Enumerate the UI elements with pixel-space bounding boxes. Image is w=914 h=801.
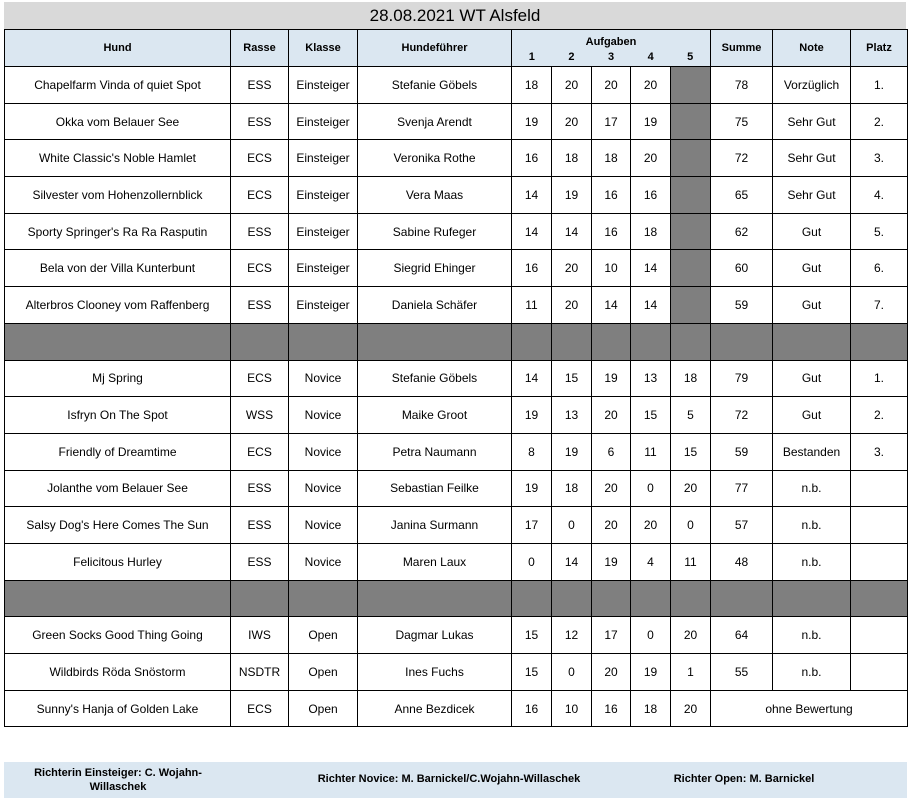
- cell-hundefuehrer: Daniela Schäfer: [358, 287, 512, 324]
- cell-platz: [851, 543, 908, 580]
- cell-note: n.b.: [773, 654, 851, 691]
- cell-hundefuehrer: Sebastian Feilke: [358, 470, 512, 507]
- header-note: Note: [773, 30, 851, 67]
- cell-platz: 3.: [851, 433, 908, 470]
- cell-rasse: ESS: [231, 543, 289, 580]
- page-title: 28.08.2021 WT Alsfeld: [4, 2, 906, 29]
- cell-rasse: IWS: [231, 617, 289, 654]
- cell-aufgabe-5: 18: [671, 360, 711, 397]
- cell-aufgabe-2: 13: [552, 397, 592, 434]
- cell-aufgabe-1: 14: [512, 177, 552, 214]
- aufgabe-number: 3: [607, 50, 615, 63]
- cell-rasse: ECS: [231, 140, 289, 177]
- cell-klasse: Novice: [289, 470, 358, 507]
- separator-cell: [711, 323, 773, 360]
- cell-aufgabe-2: 19: [552, 177, 592, 214]
- aufgaben-numbers: [512, 51, 710, 63]
- cell-aufgabe-1: 19: [512, 103, 552, 140]
- cell-hundefuehrer: Vera Maas: [358, 177, 512, 214]
- separator-cell: [231, 323, 289, 360]
- cell-platz: [851, 470, 908, 507]
- cell-aufgabe-2: 18: [552, 470, 592, 507]
- cell-platz: 6.: [851, 250, 908, 287]
- cell-rasse: ESS: [231, 287, 289, 324]
- separator-cell: [289, 580, 358, 617]
- cell-aufgabe-4: 15: [631, 397, 671, 434]
- cell-aufgabe-4: 14: [631, 250, 671, 287]
- cell-aufgabe-3: 19: [592, 543, 631, 580]
- cell-hundefuehrer: Svenja Arendt: [358, 103, 512, 140]
- cell-note: n.b.: [773, 543, 851, 580]
- separator-cell: [851, 580, 908, 617]
- cell-aufgabe-2: 14: [552, 213, 592, 250]
- cell-aufgabe-2: 0: [552, 507, 592, 544]
- cell-aufgabe-1: 18: [512, 67, 552, 104]
- cell-aufgabe-3: 10: [592, 250, 631, 287]
- cell-aufgabe-3: 19: [592, 360, 631, 397]
- cell-aufgabe-4: 0: [631, 470, 671, 507]
- cell-aufgabe-2: 19: [552, 433, 592, 470]
- cell-rasse: NSDTR: [231, 654, 289, 691]
- cell-aufgabe-4: 4: [631, 543, 671, 580]
- cell-aufgabe-1: 16: [512, 250, 552, 287]
- cell-aufgabe-2: 15: [552, 360, 592, 397]
- cell-klasse: Einsteiger: [289, 213, 358, 250]
- cell-hund: Isfryn On The Spot: [5, 397, 231, 434]
- aufgabe-number: 1: [528, 50, 535, 63]
- cell-note: Sehr Gut: [773, 103, 851, 140]
- cell-summe: 62: [711, 213, 773, 250]
- cell-aufgabe-4: 20: [631, 140, 671, 177]
- cell-klasse: Novice: [289, 543, 358, 580]
- cell-aufgabe-3: 20: [592, 470, 631, 507]
- cell-hundefuehrer: Maike Groot: [358, 397, 512, 434]
- separator-cell: [631, 323, 671, 360]
- cell-note: Gut: [773, 287, 851, 324]
- cell-aufgabe-2: 10: [552, 690, 592, 727]
- cell-rasse: ECS: [231, 250, 289, 287]
- cell-aufgabe-5: [671, 140, 711, 177]
- cell-aufgabe-1: 8: [512, 433, 552, 470]
- header-hund: Hund: [5, 30, 231, 67]
- cell-aufgabe-3: 20: [592, 67, 631, 104]
- cell-aufgabe-4: 18: [631, 213, 671, 250]
- cell-platz: 4.: [851, 177, 908, 214]
- cell-aufgabe-1: 15: [512, 617, 552, 654]
- cell-note: Sehr Gut: [773, 140, 851, 177]
- table-row: [5, 617, 908, 654]
- cell-rasse: ESS: [231, 103, 289, 140]
- cell-aufgabe-5: 0: [671, 507, 711, 544]
- cell-hund: Bela von der Villa Kunterbunt: [5, 250, 231, 287]
- group-separator-row: [5, 580, 908, 617]
- cell-hund: Sunny's Hanja of Golden Lake: [5, 690, 231, 727]
- cell-hund: White Classic's Noble Hamlet: [5, 140, 231, 177]
- cell-aufgabe-3: 20: [592, 654, 631, 691]
- aufgabe-number: 5: [687, 50, 694, 63]
- cell-hund: Chapelfarm Vinda of quiet Spot: [5, 67, 231, 104]
- separator-cell: [773, 580, 851, 617]
- cell-aufgabe-3: 17: [592, 103, 631, 140]
- cell-summe: 78: [711, 67, 773, 104]
- cell-aufgabe-3: 6: [592, 433, 631, 470]
- cell-summe: 72: [711, 397, 773, 434]
- cell-rasse: WSS: [231, 397, 289, 434]
- cell-rasse: ESS: [231, 470, 289, 507]
- cell-klasse: Einsteiger: [289, 287, 358, 324]
- cell-aufgabe-1: 14: [512, 360, 552, 397]
- cell-klasse: Novice: [289, 507, 358, 544]
- cell-aufgabe-5: [671, 287, 711, 324]
- judge-open: Richter Open: M. Barnickel: [673, 773, 815, 785]
- cell-aufgabe-4: 11: [631, 433, 671, 470]
- separator-cell: [671, 323, 711, 360]
- cell-aufgabe-2: 0: [552, 654, 592, 691]
- cell-aufgabe-3: 20: [592, 507, 631, 544]
- cell-aufgabe-4: 20: [631, 507, 671, 544]
- separator-cell: [631, 580, 671, 617]
- cell-rasse: ECS: [231, 433, 289, 470]
- cell-platz: [851, 617, 908, 654]
- cell-hund: Friendly of Dreamtime: [5, 433, 231, 470]
- separator-cell: [289, 323, 358, 360]
- header-rasse: Rasse: [231, 30, 289, 67]
- cell-hund: Felicitous Hurley: [5, 543, 231, 580]
- table-row: [5, 213, 908, 250]
- separator-cell: [711, 580, 773, 617]
- cell-aufgabe-1: 0: [512, 543, 552, 580]
- cell-rasse: ESS: [231, 213, 289, 250]
- cell-summe: 65: [711, 177, 773, 214]
- cell-aufgabe-5: 20: [671, 690, 711, 727]
- cell-platz: [851, 507, 908, 544]
- separator-cell: [592, 323, 631, 360]
- separator-cell: [552, 323, 592, 360]
- cell-rasse: ECS: [231, 177, 289, 214]
- cell-aufgabe-2: 14: [552, 543, 592, 580]
- cell-klasse: Novice: [289, 397, 358, 434]
- cell-klasse: Open: [289, 654, 358, 691]
- cell-hundefuehrer: Sabine Rufeger: [358, 213, 512, 250]
- cell-aufgabe-5: 15: [671, 433, 711, 470]
- cell-hund: Wildbirds Röda Snöstorm: [5, 654, 231, 691]
- cell-aufgabe-3: 16: [592, 690, 631, 727]
- cell-klasse: Einsteiger: [289, 250, 358, 287]
- results-table: [4, 29, 908, 727]
- cell-aufgabe-3: 14: [592, 287, 631, 324]
- separator-cell: [5, 323, 231, 360]
- cell-aufgabe-2: 20: [552, 250, 592, 287]
- cell-aufgabe-3: 16: [592, 213, 631, 250]
- table-row: [5, 177, 908, 214]
- cell-note: Gut: [773, 213, 851, 250]
- table-row: [5, 507, 908, 544]
- cell-note: n.b.: [773, 470, 851, 507]
- cell-klasse: Novice: [289, 360, 358, 397]
- judge-einsteiger: Richterin Einsteiger: C. Wojahn-Willaschek: [34, 767, 202, 793]
- cell-summe: 64: [711, 617, 773, 654]
- table-row: [5, 360, 908, 397]
- separator-cell: [358, 323, 512, 360]
- cell-summe: 75: [711, 103, 773, 140]
- cell-aufgabe-4: 19: [631, 103, 671, 140]
- cell-platz: 7.: [851, 287, 908, 324]
- table-row: [5, 67, 908, 104]
- judges-footer: [4, 762, 907, 798]
- cell-aufgabe-3: 16: [592, 177, 631, 214]
- cell-klasse: Einsteiger: [289, 140, 358, 177]
- table-row: [5, 654, 908, 691]
- separator-cell: [773, 323, 851, 360]
- separator-cell: [592, 580, 631, 617]
- table-row: [5, 470, 908, 507]
- cell-note: Gut: [773, 360, 851, 397]
- cell-rasse: ECS: [231, 360, 289, 397]
- cell-aufgabe-3: 18: [592, 140, 631, 177]
- cell-platz: 1.: [851, 67, 908, 104]
- aufgaben-label: Aufgaben: [585, 35, 637, 48]
- cell-platz: [851, 654, 908, 691]
- separator-cell: [512, 323, 552, 360]
- cell-hundefuehrer: Petra Naumann: [358, 433, 512, 470]
- cell-hundefuehrer: Stefanie Göbels: [358, 67, 512, 104]
- cell-aufgabe-5: 20: [671, 470, 711, 507]
- cell-note: Vorzüglich: [773, 67, 851, 104]
- cell-hundefuehrer: Janina Surmann: [358, 507, 512, 544]
- cell-note: Sehr Gut: [773, 177, 851, 214]
- table-row: [5, 287, 908, 324]
- cell-summe: 57: [711, 507, 773, 544]
- cell-hund: Okka vom Belauer See: [5, 103, 231, 140]
- cell-aufgabe-5: 11: [671, 543, 711, 580]
- cell-klasse: Einsteiger: [289, 103, 358, 140]
- cell-aufgabe-5: 1: [671, 654, 711, 691]
- cell-platz: 2.: [851, 103, 908, 140]
- header-klasse: Klasse: [289, 30, 358, 67]
- cell-summe: 48: [711, 543, 773, 580]
- cell-aufgabe-3: 17: [592, 617, 631, 654]
- header-aufgaben: [512, 30, 711, 67]
- cell-hundefuehrer: Ines Fuchs: [358, 654, 512, 691]
- aufgabe-number: 2: [568, 50, 575, 63]
- group-separator-row: [5, 323, 908, 360]
- cell-klasse: Einsteiger: [289, 67, 358, 104]
- cell-hundefuehrer: Veronika Rothe: [358, 140, 512, 177]
- cell-hundefuehrer: Dagmar Lukas: [358, 617, 512, 654]
- cell-aufgabe-3: 20: [592, 397, 631, 434]
- cell-aufgabe-5: [671, 177, 711, 214]
- cell-aufgabe-1: 17: [512, 507, 552, 544]
- cell-hundefuehrer: Siegrid Ehinger: [358, 250, 512, 287]
- cell-hund: Silvester vom Hohenzollernblick: [5, 177, 231, 214]
- cell-note: Gut: [773, 250, 851, 287]
- cell-aufgabe-1: 19: [512, 397, 552, 434]
- cell-hund: Mj Spring: [5, 360, 231, 397]
- cell-klasse: Open: [289, 617, 358, 654]
- separator-cell: [231, 580, 289, 617]
- cell-hund: Green Socks Good Thing Going: [5, 617, 231, 654]
- cell-aufgabe-2: 20: [552, 103, 592, 140]
- cell-aufgabe-1: 14: [512, 213, 552, 250]
- header-hundefuehrer: Hundeführer: [358, 30, 512, 67]
- cell-summe: 59: [711, 433, 773, 470]
- table-row: [5, 140, 908, 177]
- cell-aufgabe-5: [671, 103, 711, 140]
- cell-platz: 5.: [851, 213, 908, 250]
- cell-note: n.b.: [773, 507, 851, 544]
- header-row: [5, 30, 908, 67]
- cell-aufgabe-4: 18: [631, 690, 671, 727]
- cell-summe: 72: [711, 140, 773, 177]
- cell-aufgabe-1: 16: [512, 690, 552, 727]
- table-row: [5, 690, 908, 727]
- cell-klasse: Novice: [289, 433, 358, 470]
- header-summe: Summe: [711, 30, 773, 67]
- separator-cell: [358, 580, 512, 617]
- cell-rasse: ESS: [231, 67, 289, 104]
- cell-platz: 1.: [851, 360, 908, 397]
- cell-aufgabe-5: 20: [671, 617, 711, 654]
- cell-aufgabe-2: 12: [552, 617, 592, 654]
- cell-summe: 60: [711, 250, 773, 287]
- cell-hund: Sporty Springer's Ra Ra Rasputin: [5, 213, 231, 250]
- cell-hundefuehrer: Maren Laux: [358, 543, 512, 580]
- cell-hundefuehrer: Anne Bezdicek: [358, 690, 512, 727]
- cell-aufgabe-4: 14: [631, 287, 671, 324]
- results-body: [5, 67, 908, 727]
- cell-aufgabe-5: 5: [671, 397, 711, 434]
- table-row: [5, 543, 908, 580]
- header-platz: Platz: [851, 30, 908, 67]
- cell-summe: 77: [711, 470, 773, 507]
- cell-summe: 79: [711, 360, 773, 397]
- cell-klasse: Open: [289, 690, 358, 727]
- cell-platz: 3.: [851, 140, 908, 177]
- cell-summe: 55: [711, 654, 773, 691]
- separator-cell: [851, 323, 908, 360]
- separator-cell: [512, 580, 552, 617]
- cell-platz: 2.: [851, 397, 908, 434]
- table-row: [5, 103, 908, 140]
- cell-aufgabe-2: 18: [552, 140, 592, 177]
- cell-rasse: ECS: [231, 690, 289, 727]
- cell-aufgabe-1: 19: [512, 470, 552, 507]
- cell-note: ohne Bewertung: [711, 690, 908, 727]
- cell-aufgabe-4: 0: [631, 617, 671, 654]
- cell-klasse: Einsteiger: [289, 177, 358, 214]
- cell-note: Gut: [773, 397, 851, 434]
- cell-aufgabe-4: 16: [631, 177, 671, 214]
- table-row: [5, 433, 908, 470]
- cell-aufgabe-5: [671, 67, 711, 104]
- cell-rasse: ESS: [231, 507, 289, 544]
- cell-aufgabe-1: 16: [512, 140, 552, 177]
- aufgabe-number: 4: [647, 50, 654, 63]
- cell-aufgabe-1: 15: [512, 654, 552, 691]
- cell-note: Bestanden: [773, 433, 851, 470]
- table-row: [5, 397, 908, 434]
- cell-aufgabe-4: 20: [631, 67, 671, 104]
- separator-cell: [552, 580, 592, 617]
- cell-aufgabe-4: 13: [631, 360, 671, 397]
- cell-hundefuehrer: Stefanie Göbels: [358, 360, 512, 397]
- separator-cell: [5, 580, 231, 617]
- cell-note: n.b.: [773, 617, 851, 654]
- cell-aufgabe-1: 11: [512, 287, 552, 324]
- table-row: [5, 250, 908, 287]
- separator-cell: [671, 580, 711, 617]
- cell-hund: Alterbros Clooney vom Raffenberg: [5, 287, 231, 324]
- cell-aufgabe-5: [671, 250, 711, 287]
- judge-novice: Richter Novice: M. Barnickel/C.Wojahn-Willaschek: [317, 773, 581, 785]
- cell-hund: Salsy Dog's Here Comes The Sun: [5, 507, 231, 544]
- cell-aufgabe-5: [671, 213, 711, 250]
- cell-aufgabe-4: 19: [631, 654, 671, 691]
- cell-summe: 59: [711, 287, 773, 324]
- cell-aufgabe-2: 20: [552, 67, 592, 104]
- cell-aufgabe-2: 20: [552, 287, 592, 324]
- cell-hund: Jolanthe vom Belauer See: [5, 470, 231, 507]
